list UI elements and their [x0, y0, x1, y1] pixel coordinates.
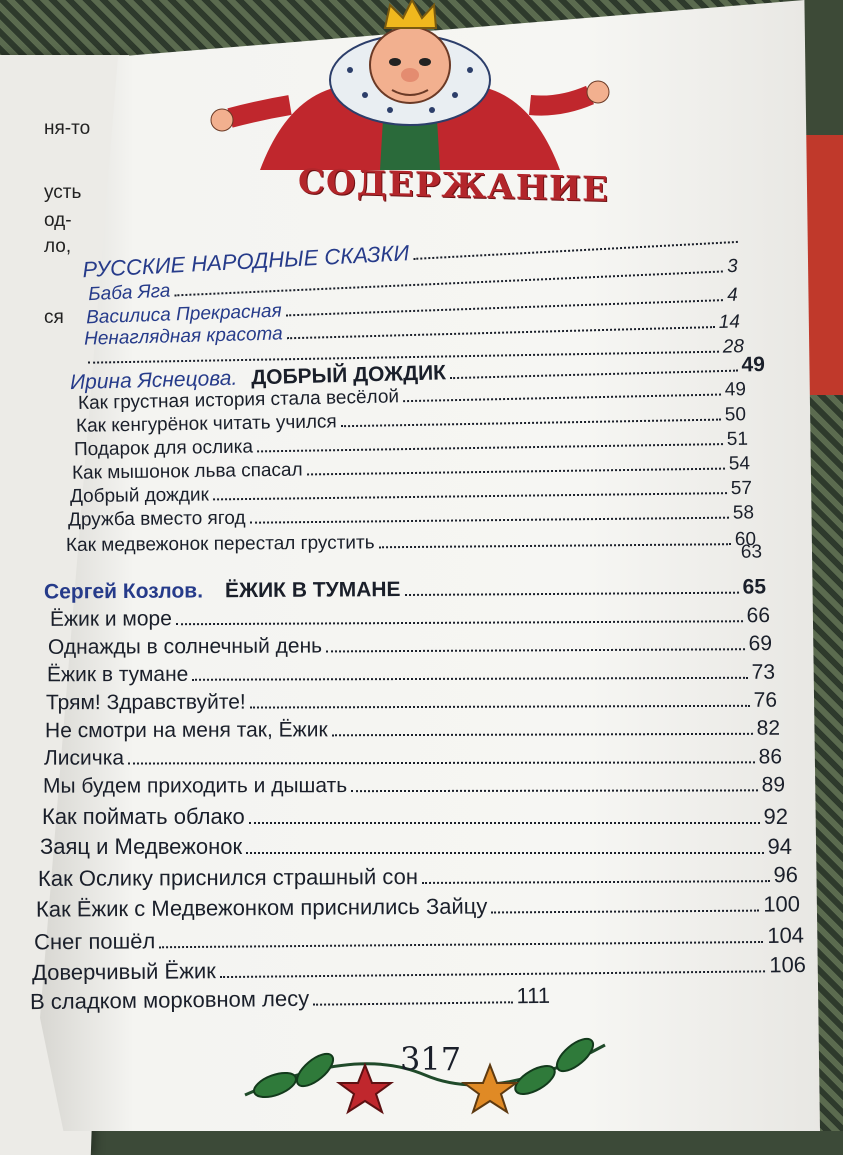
section-heading: [44, 575, 766, 604]
entry-page: 4: [726, 284, 739, 306]
entry-page: 57: [730, 477, 753, 500]
entry-page: 73: [751, 660, 776, 684]
leader-dots: [422, 880, 770, 884]
entry-page: 49: [724, 379, 747, 401]
entry-page: 54: [728, 453, 751, 475]
toc-entry: [42, 804, 788, 830]
entry-title: Как кенгурёнок читать учился: [75, 411, 337, 437]
entry-title: Подарок для ослика: [73, 436, 254, 461]
leader-dots: [249, 822, 760, 824]
entry-page: 69: [748, 632, 773, 656]
toc-entry: [32, 952, 806, 986]
entry-page: 96: [773, 862, 799, 888]
leader-dots: [307, 468, 725, 476]
section-author: Ирина Яснецова.: [69, 366, 238, 395]
entry-page: 86: [758, 745, 783, 769]
entry-title: Заяц и Медвежонок: [40, 834, 243, 859]
leader-dots: [246, 852, 763, 854]
entry-page: 63: [740, 541, 763, 563]
toc-entry: [38, 862, 798, 892]
entry-title: Ёжик и море: [49, 607, 172, 631]
entry-page: 76: [753, 688, 778, 712]
left-page-fragment: ло,: [44, 236, 72, 257]
entry-page: 94: [767, 834, 792, 859]
entry-title: Мы будем приходить и дышать: [42, 774, 348, 798]
leader-dots: [257, 443, 723, 452]
left-page-fragment: ня-то: [44, 118, 91, 139]
entry-page: 92: [763, 804, 788, 829]
entry-title: Баба Яга: [87, 280, 171, 306]
entry-title: Как грустная история стала весёлой: [77, 386, 400, 414]
entry-page: 66: [746, 604, 771, 628]
toc-entry: [43, 773, 785, 798]
entry-page: 14: [718, 311, 741, 333]
section-heading-label: РУССКИЕ НАРОДНЫЕ СКАЗКИ: [81, 240, 410, 283]
toc-title: СОДЕРЖАНИЕ: [298, 161, 609, 211]
leader-dots: [313, 1001, 512, 1005]
entry-title: Дружба вместо ягод: [67, 507, 246, 531]
entry-title: Как Ослику приснился страшный сон: [37, 864, 419, 891]
leader-dots: [250, 517, 729, 524]
leader-dots: [326, 648, 745, 652]
leader-dots: [332, 733, 753, 736]
entry-title: Лисичка: [43, 746, 125, 770]
entry-title: Как мышонок льва спасал: [71, 459, 303, 484]
section-heading-label: ЁЖИК В ТУМАНЕ: [224, 578, 401, 603]
section-heading-label: ДОБРЫЙ ДОЖДИК: [250, 361, 447, 390]
entry-title: Василиса Прекрасная: [85, 300, 283, 329]
entry-page: 89: [761, 773, 786, 797]
toc-entry: [34, 923, 804, 956]
leader-dots: [128, 761, 755, 764]
leader-dots: [351, 789, 757, 792]
entry-page: 58: [732, 502, 755, 524]
entry-page: 111: [516, 982, 551, 1009]
entry-page: 82: [756, 716, 781, 740]
entry-page: 3: [726, 255, 739, 278]
leader-dots: [159, 941, 763, 948]
entry-page: 106: [769, 951, 807, 978]
entry-title: Добрый дождик: [69, 484, 209, 508]
entry-title: Не смотри на меня так, Ёжик: [44, 718, 328, 743]
page-number: 317: [400, 1040, 462, 1078]
entry-title: В сладком морковном лесу: [29, 985, 310, 1015]
entry-page: 60: [734, 528, 757, 551]
left-page-fragment: ся: [44, 307, 64, 328]
toc-entry: [50, 604, 770, 632]
entry-title: Ёжик в тумане: [46, 662, 189, 687]
section-author: Сергей Козлов.: [43, 579, 204, 604]
entry-page: 50: [724, 404, 747, 426]
left-page-fragment: усть: [44, 182, 82, 203]
leader-dots: [176, 620, 743, 625]
toc-entry: [47, 661, 775, 688]
toc-entry: [44, 745, 782, 770]
toc-entry: [46, 689, 777, 716]
toc-entry: [36, 891, 800, 922]
entry-title: Как поймать облако: [42, 804, 245, 829]
leader-dots: [192, 677, 747, 681]
entry-title: Как медвежонок перестал грустить: [65, 532, 375, 557]
toc-entry: [40, 834, 792, 860]
entry-page: 51: [726, 428, 749, 451]
toc-entry: [66, 542, 762, 569]
section-page: 49: [741, 352, 766, 377]
entry-title: Доверчивый Ёжик: [31, 958, 216, 986]
leader-dots: [491, 910, 759, 914]
section-page: 65: [742, 575, 767, 599]
toc-entry: [45, 717, 780, 744]
left-page-fragment: од-: [44, 210, 72, 231]
entry-title: Снег пошёл: [33, 928, 156, 955]
entry-title: Однажды в солнечный день: [47, 634, 323, 659]
toc-entry: [30, 983, 550, 1015]
toc-entry: [48, 632, 772, 660]
entry-title: Ненаглядная красота: [83, 323, 283, 350]
entry-page: 104: [767, 922, 805, 948]
leader-dots: [450, 370, 738, 380]
leader-dots: [403, 394, 721, 403]
entry-title: Трям! Здравствуйте!: [45, 690, 246, 715]
leader-dots: [213, 492, 727, 500]
leader-dots: [220, 970, 765, 978]
leader-dots: [405, 592, 739, 596]
leader-dots: [341, 419, 721, 428]
entry-page: 100: [763, 891, 801, 917]
leader-dots: [250, 705, 750, 709]
entry-page: 28: [722, 336, 745, 358]
entry-title: Как Ёжик с Медвежонком приснились Зайцу: [35, 893, 488, 922]
